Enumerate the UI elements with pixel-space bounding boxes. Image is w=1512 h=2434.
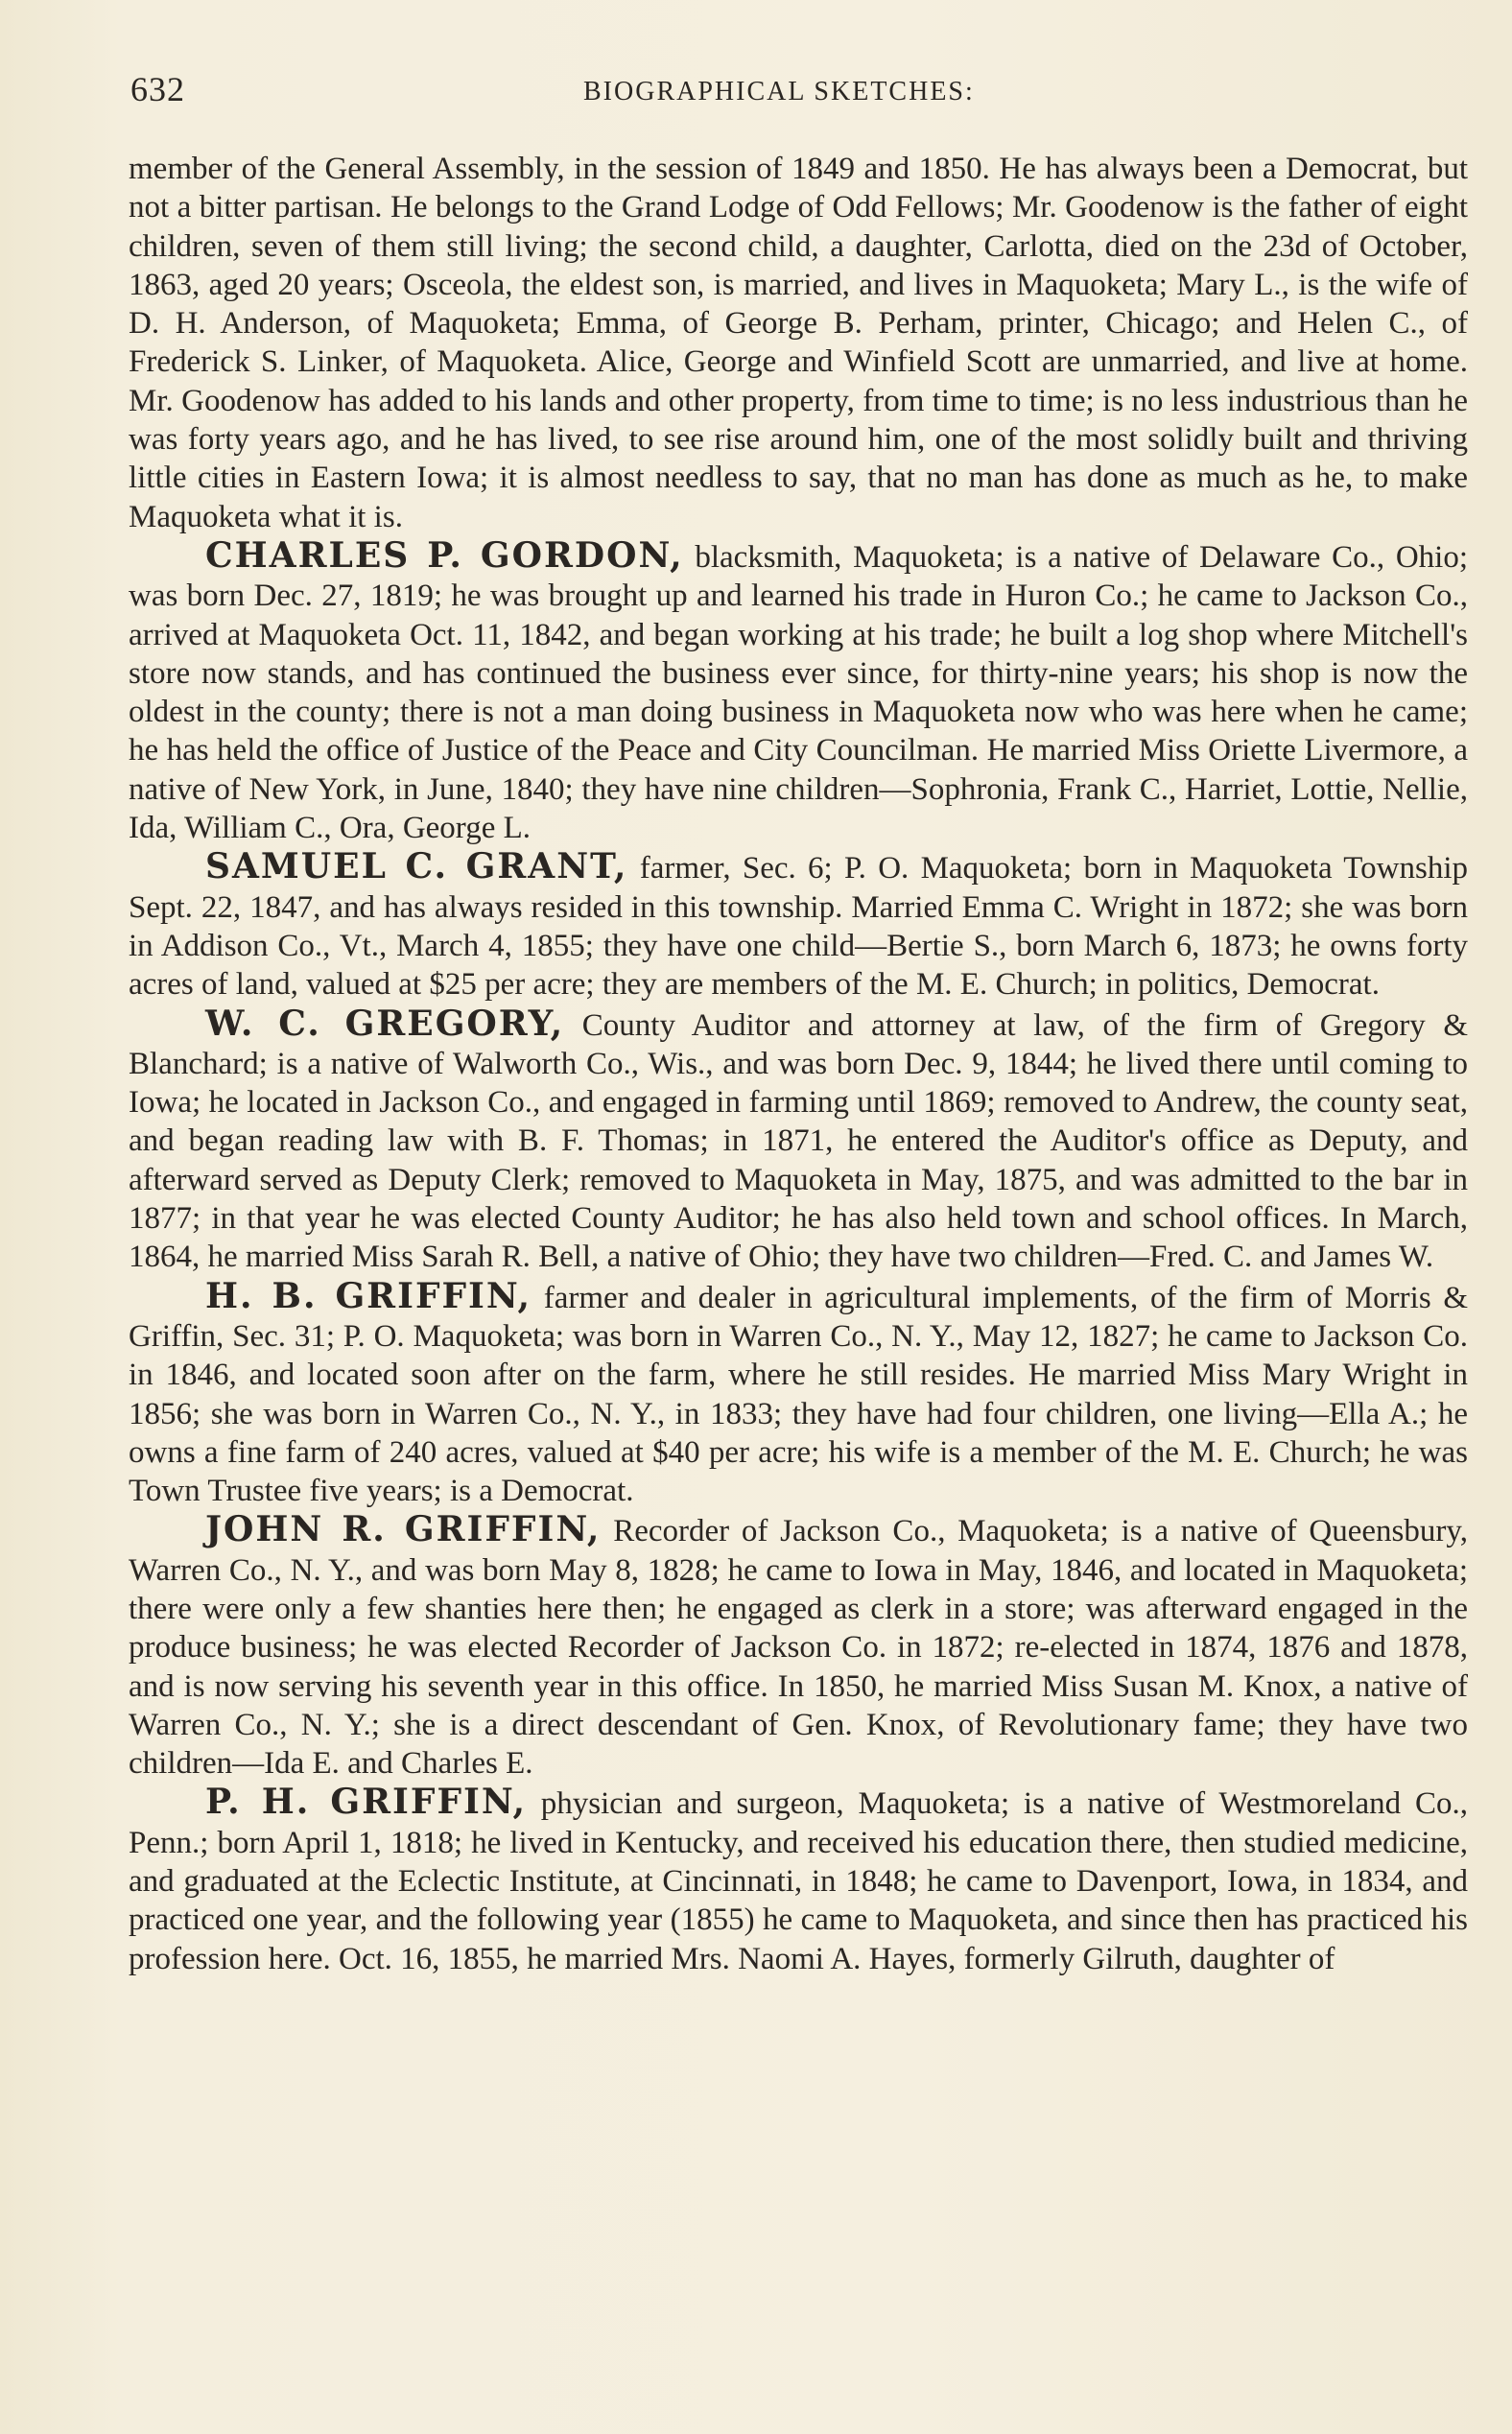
entry-name: SAMUEL C. GRANT, <box>205 846 628 887</box>
entry-name: CHARLES P. GORDON, <box>205 534 684 576</box>
running-head: BIOGRAPHICAL SKETCHES: <box>583 77 975 106</box>
page-number: 632 <box>130 70 185 108</box>
body-text <box>129 150 1468 1978</box>
entry-text: physician and surgeon, Maquoketa; is a native of Westmoreland Co., Penn.; born April 1, 1818; he lived in Kentucky, and received his education there, then studied medicine, and graduated at the Eclectic Institute, at Cincinnati, in 1848; he came to Davenport, Iowa, in 1834, and practiced one year, and the following year (1855) he came to Maquoketa, and since then has practiced his profession here. Oct. 16, 1855, he married Mrs. Naomi A. Hayes, formerly Gilruth, daughter of <box>129 1786 1468 1976</box>
entry-paragraph <box>129 1004 1468 1277</box>
entry-text: Recorder of Jackson Co., Maquoketa; is a native of Queensbury, Warren Co., N. Y., and was born May 8, 1828; he came to Iowa in May, 1846, and located in Maquoketa; there were only a few shanties here then; he engaged as clerk in a store; was afterward engaged in the produce business; he was elected Recorder of Jackson Co. in 1872; re-elected in 1874, 1876 and 1878, and is now serving his seventh year in this office. In 1850, he married Miss Susan M. Knox, a native of Warren Co., N. Y.; she is a direct descendant of Gen. Knox, of Revolutionary fame; they have two children—Ida E. and Charles E. <box>129 1514 1468 1782</box>
entry-paragraph <box>129 1783 1468 1977</box>
entry-text: County Auditor and attorney at law, of the firm of Gregory & Blanchard; is a native of Walworth Co., Wis., and was born Dec. 9, 1844; he lived there until coming to Iowa; he located in Jackson Co., and engaged in farming until 1869; removed to Andrew, the county seat, and began reading law with B. F. Thomas; in 1871, he entered the Auditor's office as Deputy, and afterward served as Deputy Clerk; removed to Maquoketa in May, 1875, and was admitted to the bar in 1877; in that year he was elected County Auditor; he has also held town and school offices. In March, 1864, he married Miss Sarah R. Bell, a native of Ohio; they have two children—Fred. C. and James W. <box>129 1007 1468 1275</box>
entry-paragraph <box>129 536 1468 847</box>
entry-name: H. B. GRIFFIN, <box>205 1275 532 1316</box>
entry-paragraph <box>129 1277 1468 1511</box>
continuation-paragraph: member of the General Assembly, in the session of 1849 and 1850. He has always been a Democrat, but not a bitter partisan. He belongs to the Grand Lodge of Odd Fellows; Mr. Goodenow is the father of eight children, seven of them still living; the second child, a daughter, Carlotta, died on the 23d of October, 1863, aged 20 years; Osceola, the eldest son, is married, and lives in Maquoketa; Mary L., is the wife of D. H. Anderson, of Maquoketa; Emma, of George B. Perham, printer, Chicago; and Helen C., of Frederick S. Linker, of Maquoketa. Alice, George and Winfield Scott are unmarried, and live at home. Mr. Goodenow has added to his lands and other property, from time to time; is no less industrious than he was forty years ago, and he has lived, to see rise around him, one of the most solidly built and thriving little cities in Eastern Iowa; it is almost needless to say, that no man has done as much as he, to make Maquoketa what it is. <box>129 152 1468 534</box>
entry-text: farmer and dealer in agricultural implements, of the firm of Morris & Griffin, Sec. 31; P. O. Maquoketa; was born in Warren Co., N. Y., May 12, 1827; he came to Jackson Co. in 1846, and located soon after on the farm, where he still resides. He married Miss Mary Wright in 1856; she was born in Warren Co., N. Y., in 1833; they have had four children, one living—Ella A.; he owns a fine farm of 240 acres, valued at $40 per acre; his wife is a member of the M. E. Church; he was Town Trustee five years; is a Democrat. <box>129 1280 1469 1509</box>
entry-paragraph <box>129 1510 1468 1783</box>
entry-text: farmer, Sec. 6; P. O. Maquoketa; born in Maquoketa Township Sept. 22, 1847, and has always resided in this township. Married Emma C. Wright in 1872; she was born in Addison Co., Vt., March 4, 1855; they have one child—Bertie S., born March 6, 1873; he owns forty acres of land, valued at $25 per acre; they are members of the M. E. Church; in politics, Democrat. <box>129 851 1468 1003</box>
entry-text: blacksmith, Maquoketa; is a native of Delaware Co., Ohio; was born Dec. 27, 1819; he was brought up and learned his trade in Huron Co.; he came to Jackson Co., arrived at Maquoketa Oct. 11, 1842, and began working at his trade; he built a log shop where Mitchell's store now stands, and has continued the business ever since, for thirty-nine years; his shop is now the oldest in the county; there is not a man doing business in Maquoketa now who was here when he came; he has held the office of Justice of the Peace and City Councilman. He married Miss Oriette Livermore, a native of New York, in June, 1840; they have nine children—Sophronia, Frank C., Harriet, Lottie, Nellie, Ida, William C., Ora, George L. <box>129 539 1468 846</box>
entry-name: W. C. GREGORY, <box>205 1003 565 1044</box>
page-header <box>130 69 1466 117</box>
entry-name: P. H. GRIFFIN, <box>205 1782 527 1823</box>
entry-name: JOHN R. GRIFFIN, <box>205 1509 602 1550</box>
entry-paragraph <box>129 847 1468 1004</box>
